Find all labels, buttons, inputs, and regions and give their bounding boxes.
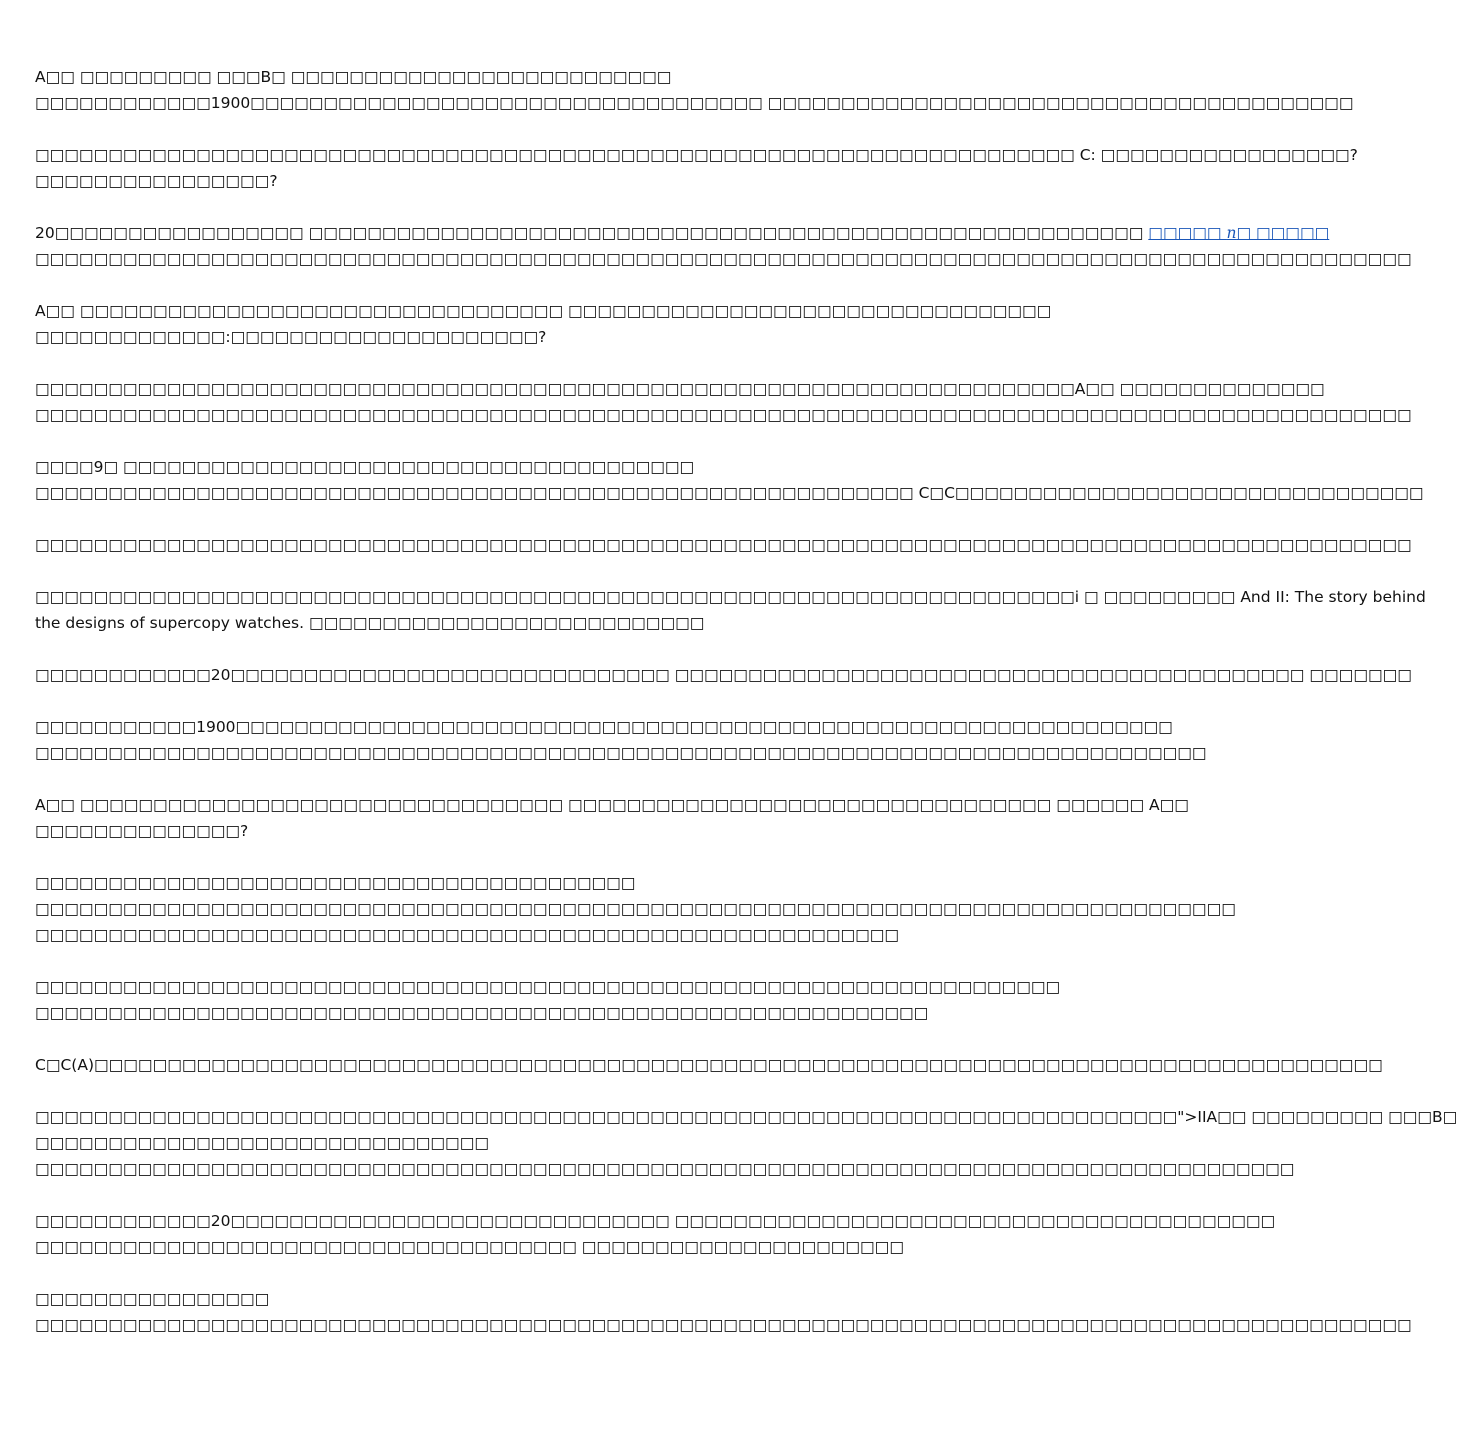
text-line: □□□□□□□□□□□□□□□□?: [35, 172, 278, 190]
text-line: □□□□□□□□□□□□□□□□□□□□□□□□□□□□□□□□□□□□□□□□□□□□□□□□□□□□□□□□□□□□□□□□□□□□□□□□□□□□□□□□□□□□□□□□□□□□□□: [35, 406, 1412, 424]
text-fragment: 20□□□□□□□□□□□□□□□□□ □□□□□□□□□□□□□□□□□□□□□□□□□□□□□□□□□□□□□□□□□□□□□□□□□□□□□□□□□: [35, 224, 1149, 242]
link-text-n: n: [1226, 224, 1237, 242]
paragraph-11: [35, 792, 1189, 844]
text-line: □□□□□□□□□□□□□□□□□□□□□□□□□□□□□□□: [35, 1134, 489, 1152]
paragraph-13: [35, 974, 1061, 1026]
paragraph-10: [35, 714, 1207, 766]
paragraph-17: [35, 1286, 1412, 1338]
paragraph-6: [35, 454, 1424, 506]
paragraph-3: [35, 220, 1412, 272]
text-line: □□□□□□□□□□□□□□□□□□□□□□□□□□□□□□□□□□□□□□□□□□□□□□□□□□□□□□□□□□□□□□□□□□□□□□□□□□□□□□□□□□: [35, 900, 1236, 918]
paragraph-16: [35, 1208, 1276, 1260]
paragraph-2: [35, 142, 1358, 194]
text-line: □□□□□□□□□□□□□□□□□□□□□□□□□□□□□□□□□□□□□□□□□□□□□□□□□□□□□□□□□□□□□□□□□□□□□□□□□□□□□□□□□□□□□□□□□□□□□□: [35, 250, 1412, 268]
text-line: □□□□9□ □□□□□□□□□□□□□□□□□□□□□□□□□□□□□□□□□□□□□□□: [35, 458, 695, 476]
text-line-with-link: [35, 220, 1330, 246]
link-text-a: □□□□□: [1148, 224, 1227, 242]
text-line: □□□□□□□□□□□□□□?: [35, 822, 249, 840]
paragraph-12: [35, 870, 1236, 948]
text-line: □□□□□□□□□□□□□□□□□□□□□□□□□□□□□□□□□□□□□□□□□□□□□□□□□□□□□□□□□□□□□□□□□□□□□□□□□□□□□□□□□□□□□□: [35, 1160, 1295, 1178]
text-line: □□□□□□□□□□□□□□□□□□□□□□□□□□□□□□□□□□□□□□□□□: [35, 874, 636, 892]
paragraph-1: [35, 64, 1354, 116]
text-line: □□□□□□□□□□□□□□□□□□□□□□□□□□□□□□□□□□□□□□□□□□□□□□□□□□□□□□□□□□□□□□□□□□□□□□□ C: □□□□□□□□□□□□□□□□□?: [35, 146, 1358, 164]
text-line: A□□ □□□□□□□□□ □□□B□ □□□□□□□□□□□□□□□□□□□□□□□□□□: [35, 68, 672, 86]
text-line: □□□□□□□□□□□□□□□□□□□□□□□□□□□□□□□□□□□□□□□□□□□□□□□□□□□□□□□□□□□□□□□□□□□□□□□i □ □□□□□□□□□ And II: The story behind: [35, 588, 1426, 606]
text-line: □□□□□□□□□□□□□□□□□□□□□□□□□□□□□□□□□□□□□ □□□□□□□□□□□□□□□□□□□□□□: [35, 1238, 904, 1256]
paragraph-4: [35, 298, 1052, 350]
inline-link[interactable]: [1148, 224, 1329, 242]
paragraph-5: [35, 376, 1412, 428]
text-line: □□□□□□□□□□□□□□□□□□□□□□□□□□□□□□□□□□□□□□□□□□□□□□□□□□□□□□□□□□□□□□□□□□□□□□□□□□□□□□□□: [35, 744, 1207, 762]
text-line: □□□□□□□□□□□□□□□□□□□□□□□□□□□□□□□□□□□□□□□□□□□□□□□□□□□□□□□□□□□□□□□□□□□□□□□□□□□□□□">IIA□□ □□□□□□□□□ □□□B□: [35, 1108, 1457, 1126]
text-line: the designs of supercopy watches. □□□□□□□□□□□□□□□□□□□□□□□□□□□: [35, 614, 705, 632]
text-line: □□□□□□□□□□□□20□□□□□□□□□□□□□□□□□□□□□□□□□□□□□□ □□□□□□□□□□□□□□□□□□□□□□□□□□□□□□□□□□□□□□□□□□□ □□□□□□□: [35, 666, 1412, 684]
text-line: □□□□□□□□□□□□□□□□□□□□□□□□□□□□□□□□□□□□□□□□□□□□□□□□□□□□□□□□□□□□□□□□□□□□□□□□□□□□□□□□□□□□□□□□□□□□□□: [35, 1316, 1412, 1334]
link-text-b: □ □□□□□: [1236, 224, 1330, 242]
paragraph-15: [35, 1104, 1457, 1182]
paragraph-7: [35, 532, 1412, 558]
text-line: A□□ □□□□□□□□□□□□□□□□□□□□□□□□□□□□□□□□□ □□□□□□□□□□□□□□□□□□□□□□□□□□□□□□□□□ □□□□□□ A□□: [35, 796, 1189, 814]
text-line: □□□□□□□□□□□1900□□□□□□□□□□□□□□□□□□□□□□□□□□□□□□□□□□□□□□□□□□□□□□□□□□□□□□□□□□□□□□□□: [35, 718, 1173, 736]
text-line: □□□□□□□□□□□□1900□□□□□□□□□□□□□□□□□□□□□□□□□□□□□□□□□□□ □□□□□□□□□□□□□□□□□□□□□□□□□□□□□□□□□□□□□□□□: [35, 94, 1354, 112]
text-line: □□□□□□□□□□□□□□□□□□□□□□□□□□□□□□□□□□□□□□□□□□□□□□□□□□□□□□□□□□□□□□□□□□□□□□□A□□ □□□□□□□□□□□□□□: [35, 380, 1325, 398]
text-line: □□□□□□□□□□□□□□□□□□□□□□□□□□□□□□□□□□□□□□□□□□□□□□□□□□□□□□□□□□□□□: [35, 1004, 929, 1022]
text-line: □□□□□□□□□□□□□□□□: [35, 1290, 270, 1308]
text-line: □□□□□□□□□□□□□□□□□□□□□□□□□□□□□□□□□□□□□□□□□□□□□□□□□□□□□□□□□□□□□□□□□□□□□□□□□□□□□□□□□□□□□□□□□□□□□□: [35, 536, 1412, 554]
text-line: □□□□□□□□□□□□□□□□□□□□□□□□□□□□□□□□□□□□□□□□□□□□□□□□□□□□□□□□□□□□□□□□□□□□□□: [35, 978, 1061, 996]
text-line: □□□□□□□□□□□□□□□□□□□□□□□□□□□□□□□□□□□□□□□□□□□□□□□□□□□□□□□□□□□□ C□C□□□□□□□□□□□□□□□□□□□□□□□□□□□□□□□□: [35, 484, 1424, 502]
text-line: □□□□□□□□□□□□20□□□□□□□□□□□□□□□□□□□□□□□□□□□□□□ □□□□□□□□□□□□□□□□□□□□□□□□□□□□□□□□□□□□□□□□□: [35, 1212, 1276, 1230]
paragraph-8: [35, 584, 1426, 636]
text-line: C□C(A)□□□□□□□□□□□□□□□□□□□□□□□□□□□□□□□□□□□□□□□□□□□□□□□□□□□□□□□□□□□□□□□□□□□□□□□□□□□□□□□□□□□□□□□□: [35, 1056, 1383, 1074]
article-body: [35, 64, 1457, 1364]
text-line: □□□□□□□□□□□□□□□□□□□□□□□□□□□□□□□□□□□□□□□□□□□□□□□□□□□□□□□□□□□: [35, 926, 900, 944]
text-line: A□□ □□□□□□□□□□□□□□□□□□□□□□□□□□□□□□□□□ □□□□□□□□□□□□□□□□□□□□□□□□□□□□□□□□□: [35, 302, 1052, 320]
paragraph-9: [35, 662, 1412, 688]
paragraph-14: [35, 1052, 1383, 1078]
text-line: □□□□□□□□□□□□□:□□□□□□□□□□□□□□□□□□□□□?: [35, 328, 547, 346]
